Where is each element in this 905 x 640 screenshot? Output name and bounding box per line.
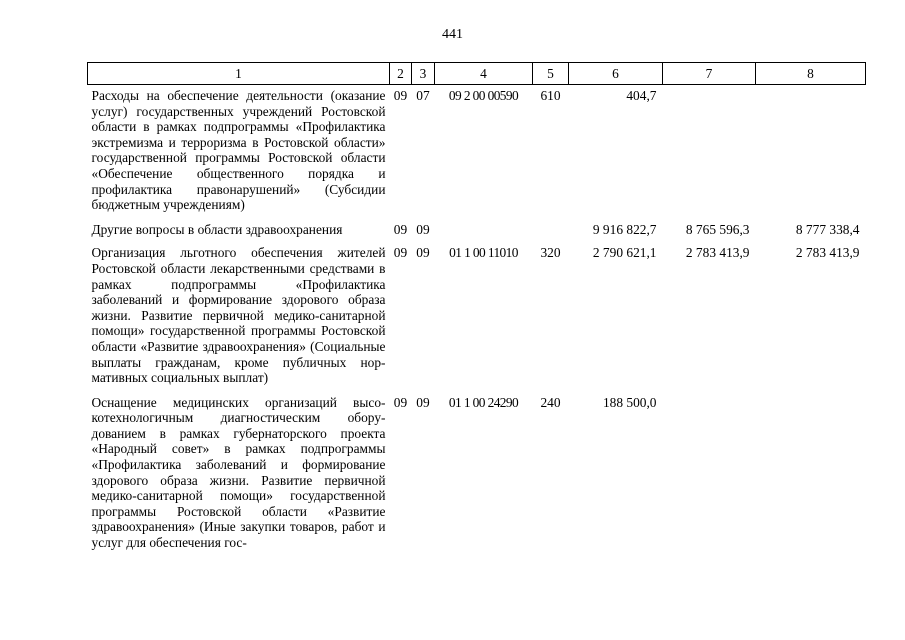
header-col-8: 8 <box>756 63 866 85</box>
row-amount-1: 2 790 621,1 <box>592 245 657 261</box>
row-subsection: 09 <box>416 394 430 410</box>
row-amount-1: 188 500,0 <box>602 394 657 410</box>
row-amount-2: 8 765 596,3 <box>685 221 750 237</box>
row-amount-3 <box>756 85 866 218</box>
table-header-row <box>88 63 866 85</box>
row-amount-1: 404,7 <box>626 88 657 103</box>
budget-table <box>87 62 866 556</box>
row-amount-2: 2 783 413,9 <box>685 245 750 261</box>
row-subsection: 07 <box>416 88 430 103</box>
row-section: 09 <box>393 394 408 410</box>
header-col-2: 2 <box>390 63 412 85</box>
row-target-code: 01 1 00 11010 <box>449 245 518 261</box>
table-row <box>88 391 866 556</box>
row-subsection: 09 <box>416 245 430 261</box>
row-section: 09 <box>393 245 408 261</box>
header-col-5: 5 <box>533 63 569 85</box>
row-subsection: 09 <box>416 221 430 237</box>
row-description: Расходы на обеспечение деятельности (оказание услуг) государственных учреждений Ростовской области в рамках подпрограммы «Профилактика экстремизма и терроризма в Ростовской области» государственной программы Ростовской области «Обеспечение общественного порядка и профилактика правонарушений» (Субсидии бюджетным учреждениям) <box>91 88 386 213</box>
page-number: 441 <box>442 27 463 42</box>
header-col-4: 4 <box>435 63 533 85</box>
row-target-code: 09 2 00 00590 <box>448 88 519 103</box>
row-amount-3: 2 783 413,9 <box>795 245 860 261</box>
row-section: 09 <box>393 88 408 103</box>
row-section: 09 <box>393 221 408 237</box>
row-amount-3: 8 777 338,4 <box>795 221 860 237</box>
table-row <box>88 218 866 243</box>
row-target-code: 01 1 00 24290 <box>448 394 519 410</box>
row-description: Организация льготного обеспечения жителей Ростовской области лекарственными средствами в рамках подпрограммы «Профилактика заболеваний и формирование здорового образа жизни. Развитие первичной медико-санитарной помощи» государственной программы Ростовской области «Развитие здравоохранения» (Социальные выплаты гражданам, кроме публичных нормативных социальных выплат) <box>91 245 386 386</box>
row-expense-type: 320 <box>540 245 561 261</box>
row-amount-2 <box>663 391 756 556</box>
row-description: Оснащение медицинских организаций высокотехнологичным диагностическим оборудованием в рамках губернаторского проекта «Народный совет» в рамках подпрограммы «Профилактика заболеваний и формирование здорового образа жизни. Развитие первичной медико-санитарной помощи» государственной программы Ростовской области «Развитие здравоохранения» (Иные закупки товаров, работ и услуг для обеспечения гос- <box>91 394 386 551</box>
table-row <box>88 85 866 218</box>
row-amount-3 <box>756 391 866 556</box>
header-col-6: 6 <box>569 63 663 85</box>
header-col-1: 1 <box>88 63 390 85</box>
row-amount-1: 9 916 822,7 <box>592 221 657 237</box>
table-row <box>88 242 866 390</box>
header-col-3: 3 <box>412 63 435 85</box>
row-amount-2 <box>663 85 756 218</box>
row-expense-type <box>533 218 569 243</box>
header-col-7: 7 <box>663 63 756 85</box>
row-target-code <box>435 218 533 243</box>
row-expense-type: 610 <box>540 88 561 103</box>
row-description: Другие вопросы в области здравоохранения <box>91 221 343 237</box>
row-expense-type: 240 <box>540 394 561 410</box>
